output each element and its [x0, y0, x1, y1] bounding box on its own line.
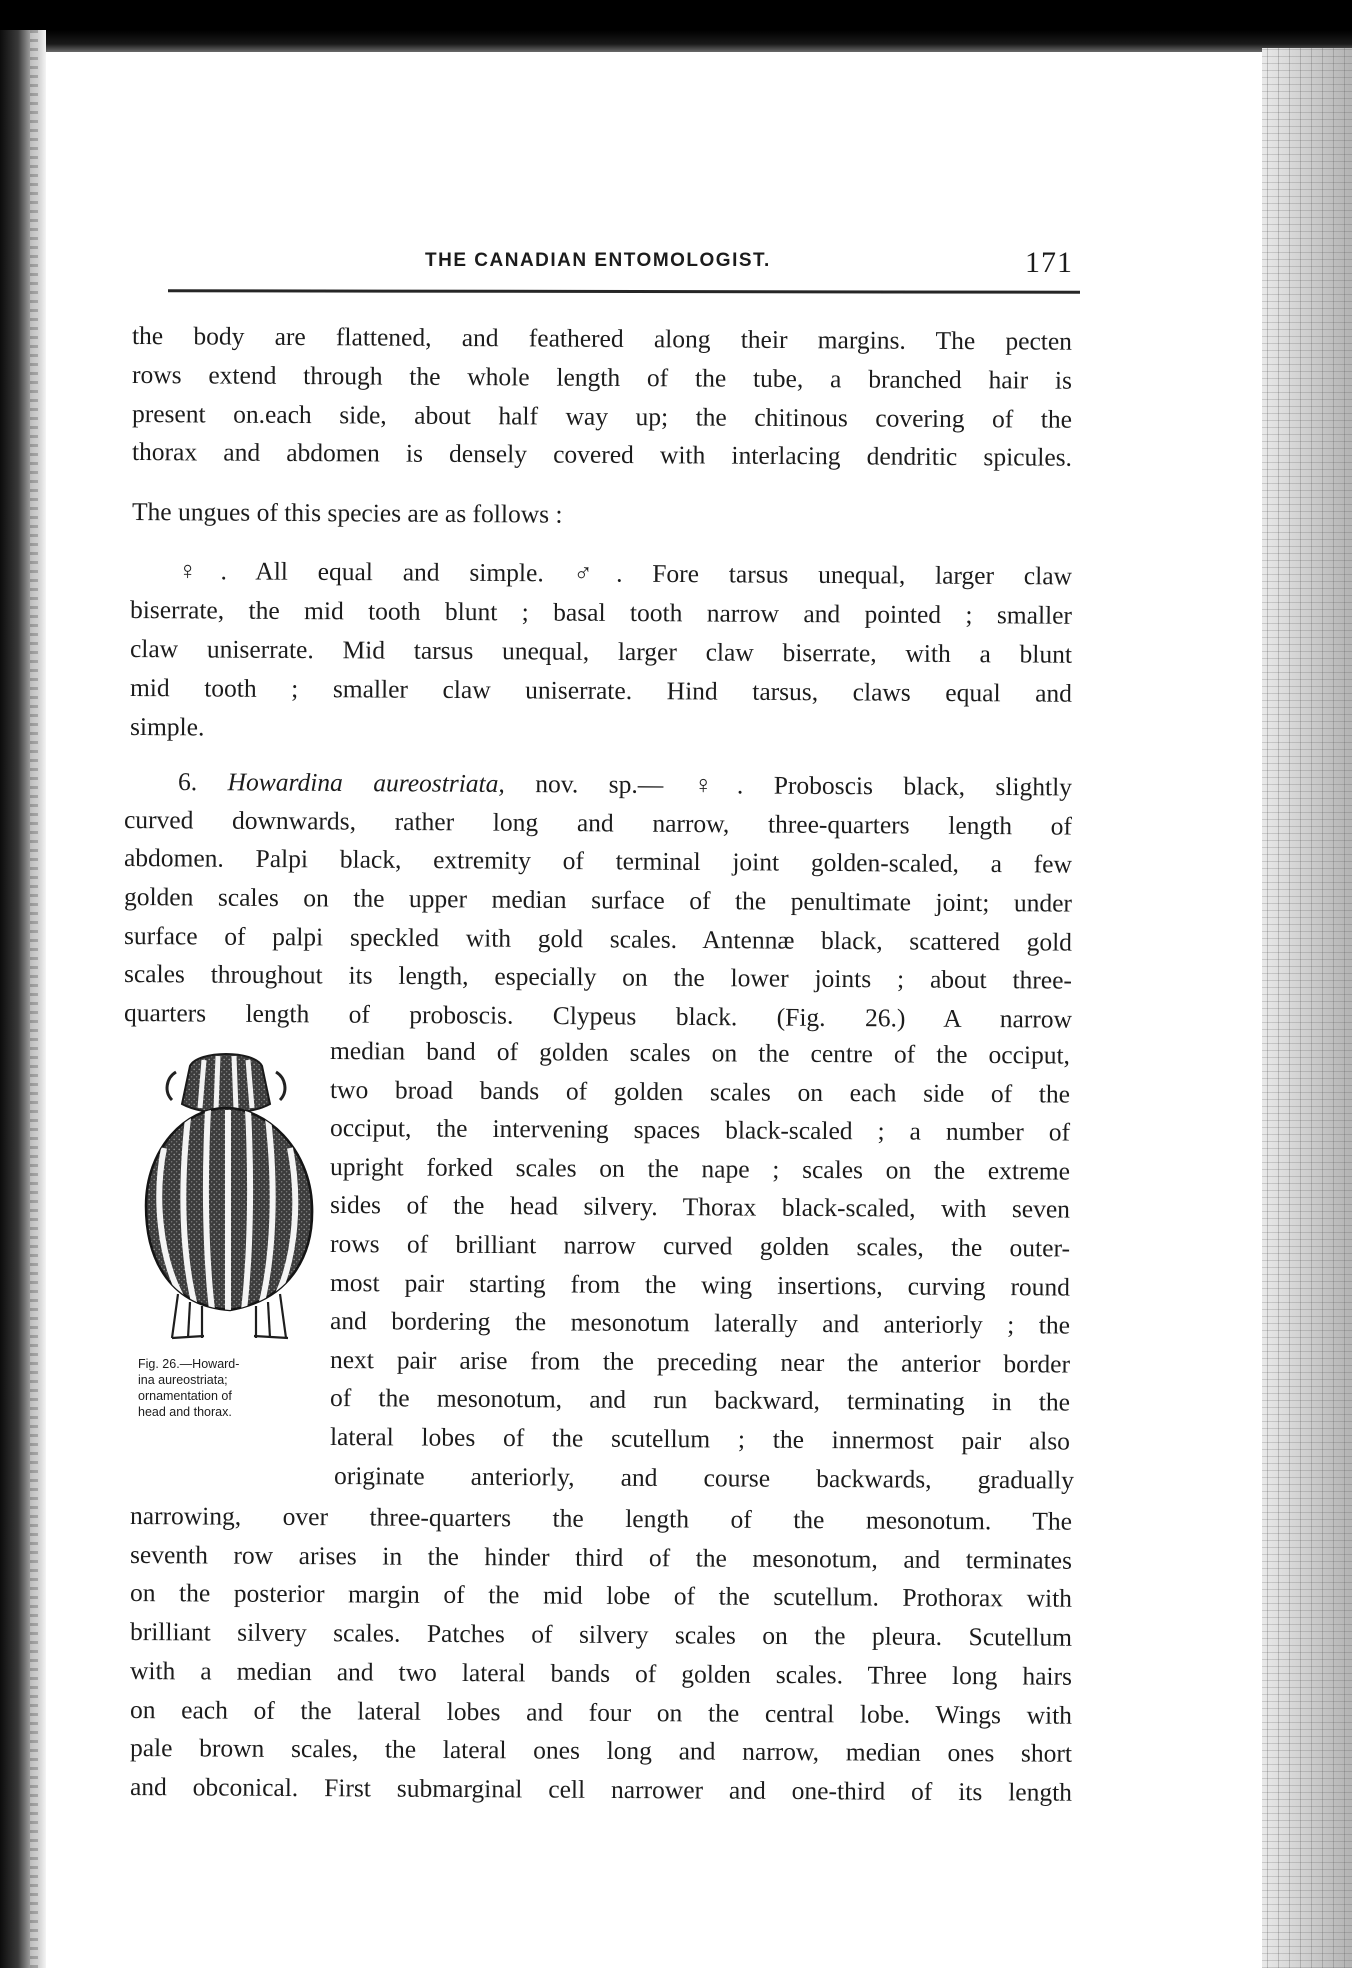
- text-line: claw uniserrate. Mid tarsus unequal, larger claw biserrate, with a blunt: [129, 634, 1073, 669]
- text-line: the body are flattened, and feathered along their margins. The pecten: [131, 321, 1073, 356]
- text-line: and obconical. First submarginal cell narrower and one-third of its length: [129, 1771, 1073, 1807]
- text-line: originate anteriorly, and course backwards, gradually: [333, 1460, 1075, 1495]
- text-line: and bordering the mesonotum laterally and anteriorly ; the: [329, 1306, 1071, 1340]
- text-line: upright forked scales on the nape ; scales on the extreme: [329, 1151, 1071, 1186]
- species-number: 6.: [177, 767, 228, 797]
- species-name: Howardina aureostriata,: [227, 767, 505, 798]
- page-stack-edge: [1262, 48, 1352, 1968]
- text-line: brilliant silvery scales. Patches of silvery scales on the pleura. Scutellum: [129, 1617, 1073, 1652]
- text-line: simple.: [129, 712, 205, 742]
- text-line: narrowing, over three-quarters the length of the mesonotum. The: [129, 1501, 1073, 1536]
- text-line: most pair starting from the wing insertions, curving round: [329, 1267, 1071, 1302]
- text-line: ♀. All equal and simple. ♂. Fore tarsus unequal, larger claw: [177, 556, 1073, 591]
- running-head: THE CANADIAN ENTOMOLOGIST.: [425, 250, 771, 271]
- text-line: with a median and two lateral bands of golden scales. Three long hairs: [129, 1655, 1073, 1691]
- text-line: The ungues of this species are as follows :: [131, 497, 563, 529]
- text-line: on each of the lateral lobes and four on the central lobe. Wings with: [129, 1694, 1073, 1730]
- text-line: of the mesonotum, and run backward, terminating in the: [329, 1383, 1071, 1417]
- figure-caption: [138, 1356, 320, 1420]
- caption-line: Fig. 26.—Howard-: [138, 1357, 240, 1371]
- text-line: abdomen. Palpi black, extremity of terminal joint golden-scaled, a few: [123, 843, 1073, 879]
- text-line: rows extend through the whole length of the tube, a branched hair is: [131, 360, 1073, 395]
- text-line: quarters length of proboscis. Clypeus black. (Fig. 26.) A narrow: [123, 998, 1073, 1034]
- species-description: nov. sp.— ♀. Proboscis black, slightly: [504, 768, 1073, 802]
- text-line: rows of brilliant narrow curved golden scales, the outer-: [329, 1229, 1071, 1263]
- text-line: golden scales on the upper median surface of the penultimate joint; under: [123, 882, 1073, 918]
- text-line: occiput, the intervening spaces black-scaled ; a number of: [329, 1113, 1071, 1147]
- text-line: lateral lobes of the scutellum ; the innermost pair also: [329, 1422, 1071, 1456]
- text-line: next pair arise from the preceding near the anterior border: [329, 1344, 1071, 1379]
- text-line: median band of golden scales on the centre of the occiput,: [329, 1036, 1071, 1070]
- text-line: pale brown scales, the lateral ones long and narrow, median ones short: [129, 1733, 1073, 1768]
- text-line: mid tooth ; smaller claw uniserrate. Hind tarsus, claws equal and: [129, 673, 1073, 708]
- text-line: thorax and abdomen is densely covered with interlacing dendritic spicules.: [131, 437, 1073, 472]
- caption-line: ornamentation of: [138, 1389, 232, 1403]
- text-line: two broad bands of golden scales on each side of the: [329, 1074, 1071, 1109]
- text-line: curved downwards, rather long and narrow, three-quarters length of: [123, 805, 1073, 841]
- text-line: biserrate, the mid tooth blunt ; basal tooth narrow and pointed ; smaller: [129, 595, 1073, 630]
- text-line: seventh row arises in the hinder third of the mesonotum, and terminates: [129, 1539, 1073, 1575]
- header-rule: [168, 289, 1080, 294]
- caption-line: ina aureostriata;: [138, 1373, 228, 1387]
- text-line: sides of the head silvery. Thorax black-scaled, with seven: [329, 1190, 1071, 1224]
- figure-26-illustration: [138, 1048, 320, 1340]
- page-number: 171: [1025, 246, 1073, 279]
- species-heading: [178, 763, 1072, 806]
- text-line: surface of palpi speckled with gold scales. Antennæ black, scattered gold: [123, 921, 1073, 957]
- caption-line: head and thorax.: [138, 1405, 232, 1419]
- text-line: present on.each side, about half way up; the chitinous covering of the: [131, 399, 1073, 434]
- text-line: on the posterior margin of the mid lobe of the scutellum. Prothorax with: [129, 1578, 1073, 1614]
- text-line: scales throughout its length, especially on the lower joints ; about three-: [123, 959, 1073, 995]
